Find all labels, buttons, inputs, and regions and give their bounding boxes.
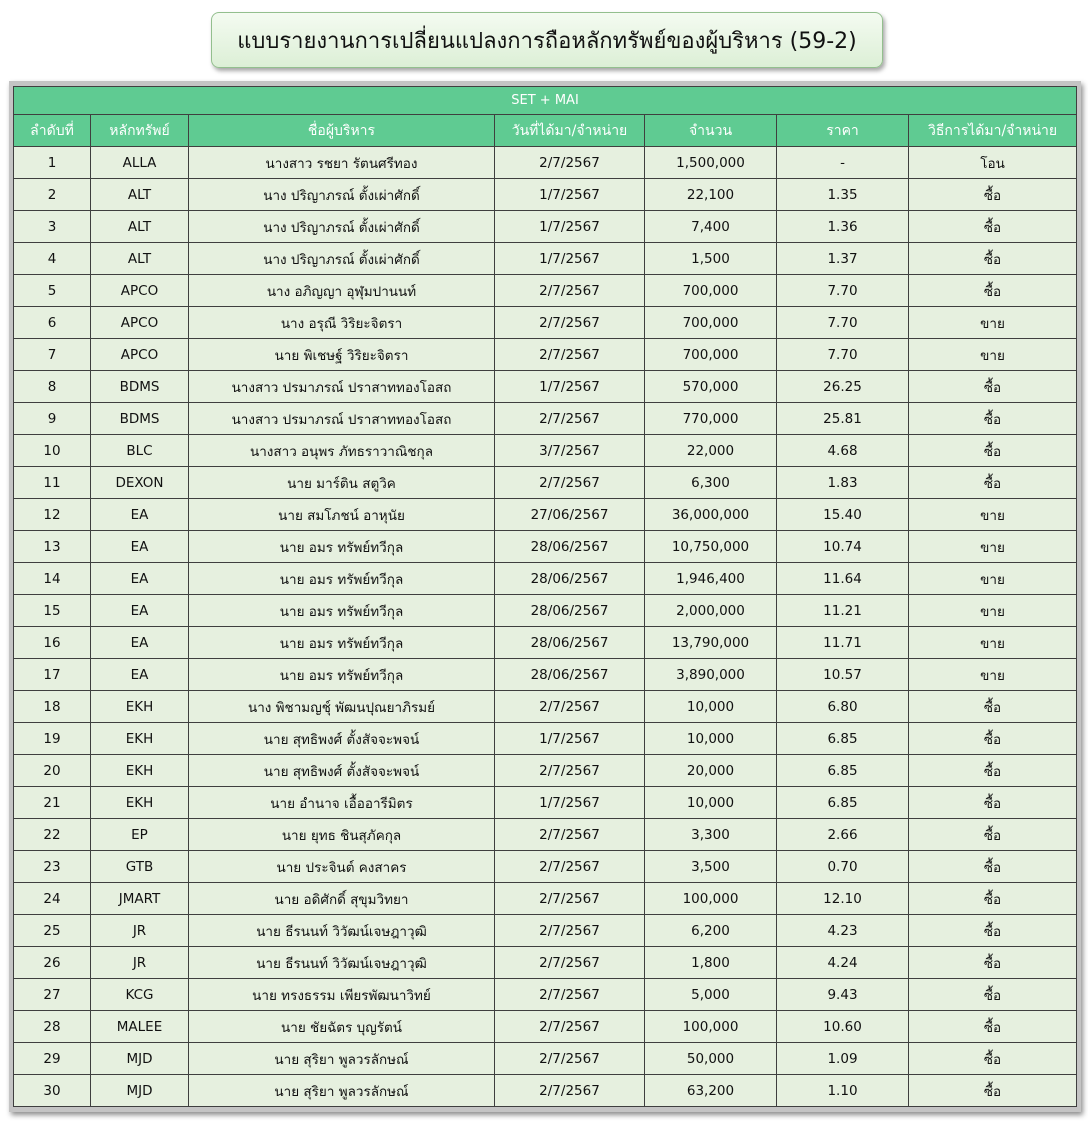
executive-name-cell: นาง อรุณี วิริยะจิตรา xyxy=(189,307,495,339)
volume-cell: 22,100 xyxy=(645,179,777,211)
volume-cell: 1,500 xyxy=(645,243,777,275)
col-header-volume: จำนวน xyxy=(645,115,777,147)
volume-cell: 36,000,000 xyxy=(645,499,777,531)
executive-name-cell: นาย มาร์ติน สตูวิค xyxy=(189,467,495,499)
col-header-seq: ลำดับที่ xyxy=(14,115,91,147)
method-cell: ซื้อ xyxy=(909,243,1077,275)
executive-name-cell: นางสาว รชยา รัตนศรีทอง xyxy=(189,147,495,179)
date-cell: 1/7/2567 xyxy=(495,243,645,275)
volume-cell: 700,000 xyxy=(645,307,777,339)
method-cell: ซื้อ xyxy=(909,179,1077,211)
symbol-cell: ALLA xyxy=(91,147,189,179)
executive-name-cell: นาย ยุทธ ชินสุภัคกุล xyxy=(189,819,495,851)
table-body xyxy=(14,147,1077,1107)
executive-name-cell: นาย อมร ทรัพย์ทวีกุล xyxy=(189,531,495,563)
seq-cell: 3 xyxy=(14,211,91,243)
seq-cell: 14 xyxy=(14,563,91,595)
method-cell: ซื้อ xyxy=(909,403,1077,435)
executive-name-cell: นาย พิเชษฐ์ วิริยะจิตรา xyxy=(189,339,495,371)
col-header-price: ราคา xyxy=(777,115,909,147)
method-cell: ขาย xyxy=(909,563,1077,595)
seq-cell: 17 xyxy=(14,659,91,691)
symbol-cell: EA xyxy=(91,595,189,627)
price-cell: 2.66 xyxy=(777,819,909,851)
table-row xyxy=(14,1011,1077,1043)
date-cell: 2/7/2567 xyxy=(495,1011,645,1043)
seq-cell: 26 xyxy=(14,947,91,979)
executive-name-cell: นาย อำนาจ เอื้ออารีมิตร xyxy=(189,787,495,819)
volume-cell: 3,890,000 xyxy=(645,659,777,691)
table-row xyxy=(14,915,1077,947)
executive-name-cell: นาย ชัยฉัตร บุญรัตน์ xyxy=(189,1011,495,1043)
date-cell: 2/7/2567 xyxy=(495,1043,645,1075)
method-cell: ขาย xyxy=(909,627,1077,659)
seq-cell: 7 xyxy=(14,339,91,371)
symbol-cell: JR xyxy=(91,947,189,979)
seq-cell: 2 xyxy=(14,179,91,211)
method-cell: ขาย xyxy=(909,339,1077,371)
date-cell: 27/06/2567 xyxy=(495,499,645,531)
executive-name-cell: นาย สุริยา พูลวรลักษณ์ xyxy=(189,1075,495,1107)
method-cell: ขาย xyxy=(909,659,1077,691)
executive-name-cell: นาย สุริยา พูลวรลักษณ์ xyxy=(189,1043,495,1075)
method-cell: ซื้อ xyxy=(909,1043,1077,1075)
price-cell: 26.25 xyxy=(777,371,909,403)
seq-cell: 23 xyxy=(14,851,91,883)
seq-cell: 15 xyxy=(14,595,91,627)
price-cell: 1.09 xyxy=(777,1043,909,1075)
seq-cell: 16 xyxy=(14,627,91,659)
table-row xyxy=(14,147,1077,179)
symbol-cell: EP xyxy=(91,819,189,851)
executive-name-cell: นาย สมโภชน์ อาหุนัย xyxy=(189,499,495,531)
method-cell: ซื้อ xyxy=(909,851,1077,883)
date-cell: 2/7/2567 xyxy=(495,339,645,371)
date-cell: 28/06/2567 xyxy=(495,595,645,627)
price-cell: 6.80 xyxy=(777,691,909,723)
method-cell: ซื้อ xyxy=(909,1075,1077,1107)
method-cell: ซื้อ xyxy=(909,883,1077,915)
method-cell: ซื้อ xyxy=(909,915,1077,947)
symbol-cell: MJD xyxy=(91,1043,189,1075)
date-cell: 2/7/2567 xyxy=(495,851,645,883)
volume-cell: 3,500 xyxy=(645,851,777,883)
table-row xyxy=(14,723,1077,755)
price-cell: 1.83 xyxy=(777,467,909,499)
date-cell: 3/7/2567 xyxy=(495,435,645,467)
table-row xyxy=(14,883,1077,915)
volume-cell: 1,500,000 xyxy=(645,147,777,179)
executive-name-cell: นาย อมร ทรัพย์ทวีกุล xyxy=(189,595,495,627)
table-row xyxy=(14,499,1077,531)
seq-cell: 13 xyxy=(14,531,91,563)
price-cell: 10.60 xyxy=(777,1011,909,1043)
price-cell: 10.57 xyxy=(777,659,909,691)
executive-name-cell: นาง พิชามญชุ์ พัฒนปุณยาภิรมย์ xyxy=(189,691,495,723)
report-title: แบบรายงานการเปลี่ยนแปลงการถือหลักทรัพย์ของผู้บริหาร (59-2) xyxy=(211,12,883,68)
volume-cell: 7,400 xyxy=(645,211,777,243)
method-cell: ซื้อ xyxy=(909,691,1077,723)
price-cell: 6.85 xyxy=(777,723,909,755)
price-cell: 25.81 xyxy=(777,403,909,435)
symbol-cell: EA xyxy=(91,563,189,595)
date-cell: 2/7/2567 xyxy=(495,403,645,435)
symbol-cell: EA xyxy=(91,531,189,563)
volume-cell: 1,800 xyxy=(645,947,777,979)
insider-trading-table xyxy=(13,86,1077,1107)
table-row xyxy=(14,659,1077,691)
price-cell: 9.43 xyxy=(777,979,909,1011)
symbol-cell: EKH xyxy=(91,723,189,755)
method-cell: ขาย xyxy=(909,595,1077,627)
col-header-date: วันที่ได้มา/จำหน่าย xyxy=(495,115,645,147)
volume-cell: 10,000 xyxy=(645,787,777,819)
executive-name-cell: นาย อมร ทรัพย์ทวีกุล xyxy=(189,659,495,691)
executive-name-cell: นาย สุทธิพงศ์ ตั้งสัจจะพจน์ xyxy=(189,723,495,755)
method-cell: ขาย xyxy=(909,499,1077,531)
symbol-cell: ALT xyxy=(91,211,189,243)
date-cell: 28/06/2567 xyxy=(495,563,645,595)
method-cell: ขาย xyxy=(909,307,1077,339)
volume-cell: 13,790,000 xyxy=(645,627,777,659)
date-cell: 1/7/2567 xyxy=(495,371,645,403)
table-row xyxy=(14,435,1077,467)
seq-cell: 5 xyxy=(14,275,91,307)
seq-cell: 20 xyxy=(14,755,91,787)
seq-cell: 27 xyxy=(14,979,91,1011)
date-cell: 28/06/2567 xyxy=(495,627,645,659)
col-header-executive: ชื่อผู้บริหาร xyxy=(189,115,495,147)
executive-name-cell: นาย ธีรนนท์ วิวัฒน์เจษฎาวุฒิ xyxy=(189,915,495,947)
volume-cell: 10,000 xyxy=(645,691,777,723)
seq-cell: 4 xyxy=(14,243,91,275)
volume-cell: 22,000 xyxy=(645,435,777,467)
date-cell: 2/7/2567 xyxy=(495,691,645,723)
table-row xyxy=(14,563,1077,595)
date-cell: 28/06/2567 xyxy=(495,659,645,691)
seq-cell: 19 xyxy=(14,723,91,755)
price-cell: 6.85 xyxy=(777,755,909,787)
symbol-cell: MALEE xyxy=(91,1011,189,1043)
seq-cell: 10 xyxy=(14,435,91,467)
volume-cell: 10,750,000 xyxy=(645,531,777,563)
method-cell: ซื้อ xyxy=(909,819,1077,851)
seq-cell: 1 xyxy=(14,147,91,179)
price-cell: 7.70 xyxy=(777,275,909,307)
method-cell: ซื้อ xyxy=(909,275,1077,307)
date-cell: 28/06/2567 xyxy=(495,531,645,563)
volume-cell: 100,000 xyxy=(645,1011,777,1043)
executive-name-cell: นางสาว ปรมาภรณ์ ปราสาททองโอสถ xyxy=(189,371,495,403)
table-row xyxy=(14,403,1077,435)
volume-cell: 20,000 xyxy=(645,755,777,787)
symbol-cell: JR xyxy=(91,915,189,947)
executive-name-cell: นาย สุทธิพงศ์ ตั้งสัจจะพจน์ xyxy=(189,755,495,787)
price-cell: - xyxy=(777,147,909,179)
symbol-cell: EA xyxy=(91,499,189,531)
price-cell: 4.68 xyxy=(777,435,909,467)
table-row xyxy=(14,691,1077,723)
date-cell: 2/7/2567 xyxy=(495,147,645,179)
price-cell: 15.40 xyxy=(777,499,909,531)
seq-cell: 30 xyxy=(14,1075,91,1107)
seq-cell: 21 xyxy=(14,787,91,819)
method-cell: ซื้อ xyxy=(909,979,1077,1011)
date-cell: 1/7/2567 xyxy=(495,179,645,211)
col-header-method: วิธีการได้มา/จำหน่าย xyxy=(909,115,1077,147)
price-cell: 7.70 xyxy=(777,339,909,371)
method-cell: ซื้อ xyxy=(909,723,1077,755)
price-cell: 10.74 xyxy=(777,531,909,563)
date-cell: 2/7/2567 xyxy=(495,275,645,307)
executive-name-cell: นาง ปริญาภรณ์ ตั้งเผ่าศักดิ์ xyxy=(189,179,495,211)
executive-name-cell: นาง ปริญาภรณ์ ตั้งเผ่าศักดิ์ xyxy=(189,211,495,243)
price-cell: 11.71 xyxy=(777,627,909,659)
seq-cell: 9 xyxy=(14,403,91,435)
executive-name-cell: นาย ธีรนนท์ วิวัฒน์เจษฎาวุฒิ xyxy=(189,947,495,979)
volume-cell: 700,000 xyxy=(645,275,777,307)
symbol-cell: EKH xyxy=(91,787,189,819)
symbol-cell: BDMS xyxy=(91,403,189,435)
volume-cell: 6,200 xyxy=(645,915,777,947)
table-row xyxy=(14,467,1077,499)
seq-cell: 25 xyxy=(14,915,91,947)
symbol-cell: JMART xyxy=(91,883,189,915)
seq-cell: 24 xyxy=(14,883,91,915)
method-cell: ซื้อ xyxy=(909,755,1077,787)
seq-cell: 12 xyxy=(14,499,91,531)
col-header-symbol: หลักทรัพย์ xyxy=(91,115,189,147)
table-row xyxy=(14,755,1077,787)
executive-name-cell: นาย อมร ทรัพย์ทวีกุล xyxy=(189,563,495,595)
symbol-cell: APCO xyxy=(91,307,189,339)
table-row xyxy=(14,339,1077,371)
symbol-cell: APCO xyxy=(91,275,189,307)
price-cell: 1.36 xyxy=(777,211,909,243)
symbol-cell: MJD xyxy=(91,1075,189,1107)
volume-cell: 2,000,000 xyxy=(645,595,777,627)
price-cell: 6.85 xyxy=(777,787,909,819)
executive-name-cell: นาย ประจินต์ คงสาคร xyxy=(189,851,495,883)
table-row xyxy=(14,371,1077,403)
symbol-cell: ALT xyxy=(91,179,189,211)
symbol-cell: KCG xyxy=(91,979,189,1011)
date-cell: 2/7/2567 xyxy=(495,947,645,979)
method-cell: ซื้อ xyxy=(909,1011,1077,1043)
table-row xyxy=(14,307,1077,339)
date-cell: 1/7/2567 xyxy=(495,211,645,243)
volume-cell: 100,000 xyxy=(645,883,777,915)
table-row xyxy=(14,243,1077,275)
price-cell: 12.10 xyxy=(777,883,909,915)
table-row xyxy=(14,1075,1077,1107)
executive-name-cell: นาง อภิญญา อุฬุมปานนท์ xyxy=(189,275,495,307)
price-cell: 11.21 xyxy=(777,595,909,627)
seq-cell: 8 xyxy=(14,371,91,403)
table-row xyxy=(14,627,1077,659)
table-row xyxy=(14,851,1077,883)
date-cell: 2/7/2567 xyxy=(495,979,645,1011)
table-row xyxy=(14,179,1077,211)
date-cell: 1/7/2567 xyxy=(495,723,645,755)
symbol-cell: DEXON xyxy=(91,467,189,499)
price-cell: 7.70 xyxy=(777,307,909,339)
method-cell: ซื้อ xyxy=(909,211,1077,243)
volume-cell: 63,200 xyxy=(645,1075,777,1107)
executive-name-cell: นาง ปริญาภรณ์ ตั้งเผ่าศักดิ์ xyxy=(189,243,495,275)
date-cell: 2/7/2567 xyxy=(495,467,645,499)
volume-cell: 5,000 xyxy=(645,979,777,1011)
table-row xyxy=(14,275,1077,307)
symbol-cell: ALT xyxy=(91,243,189,275)
table-row xyxy=(14,787,1077,819)
volume-cell: 1,946,400 xyxy=(645,563,777,595)
volume-cell: 3,300 xyxy=(645,819,777,851)
symbol-cell: GTB xyxy=(91,851,189,883)
price-cell: 0.70 xyxy=(777,851,909,883)
date-cell: 2/7/2567 xyxy=(495,915,645,947)
table-row xyxy=(14,211,1077,243)
seq-cell: 6 xyxy=(14,307,91,339)
volume-cell: 570,000 xyxy=(645,371,777,403)
table-row xyxy=(14,947,1077,979)
table-row xyxy=(14,595,1077,627)
volume-cell: 700,000 xyxy=(645,339,777,371)
seq-cell: 22 xyxy=(14,819,91,851)
volume-cell: 770,000 xyxy=(645,403,777,435)
executive-name-cell: นาย ทรงธรรม เพียรพัฒนาวิทย์ xyxy=(189,979,495,1011)
symbol-cell: EA xyxy=(91,627,189,659)
date-cell: 2/7/2567 xyxy=(495,1075,645,1107)
method-cell: ซื้อ xyxy=(909,467,1077,499)
date-cell: 2/7/2567 xyxy=(495,883,645,915)
method-cell: ขาย xyxy=(909,531,1077,563)
table-row xyxy=(14,819,1077,851)
volume-cell: 10,000 xyxy=(645,723,777,755)
table-row xyxy=(14,979,1077,1011)
price-cell: 11.64 xyxy=(777,563,909,595)
symbol-cell: BDMS xyxy=(91,371,189,403)
table-row xyxy=(14,531,1077,563)
price-cell: 1.37 xyxy=(777,243,909,275)
method-cell: ซื้อ xyxy=(909,371,1077,403)
seq-cell: 28 xyxy=(14,1011,91,1043)
method-cell: ซื้อ xyxy=(909,947,1077,979)
price-cell: 4.23 xyxy=(777,915,909,947)
price-cell: 1.10 xyxy=(777,1075,909,1107)
executive-name-cell: นางสาว อนุพร ภัทธราวาณิชกุล xyxy=(189,435,495,467)
seq-cell: 18 xyxy=(14,691,91,723)
method-cell: โอน xyxy=(909,147,1077,179)
symbol-cell: EA xyxy=(91,659,189,691)
price-cell: 4.24 xyxy=(777,947,909,979)
date-cell: 2/7/2567 xyxy=(495,307,645,339)
table-row xyxy=(14,1043,1077,1075)
executive-name-cell: นาย อมร ทรัพย์ทวีกุล xyxy=(189,627,495,659)
volume-cell: 6,300 xyxy=(645,467,777,499)
price-cell: 1.35 xyxy=(777,179,909,211)
seq-cell: 11 xyxy=(14,467,91,499)
volume-cell: 50,000 xyxy=(645,1043,777,1075)
symbol-cell: APCO xyxy=(91,339,189,371)
symbol-cell: EKH xyxy=(91,755,189,787)
seq-cell: 29 xyxy=(14,1043,91,1075)
date-cell: 2/7/2567 xyxy=(495,755,645,787)
date-cell: 1/7/2567 xyxy=(495,787,645,819)
executive-name-cell: นางสาว ปรมาภรณ์ ปราสาททองโอสถ xyxy=(189,403,495,435)
symbol-cell: BLC xyxy=(91,435,189,467)
method-cell: ซื้อ xyxy=(909,435,1077,467)
method-cell: ซื้อ xyxy=(909,787,1077,819)
symbol-cell: EKH xyxy=(91,691,189,723)
market-band: SET + MAI xyxy=(14,87,1077,115)
executive-name-cell: นาย อดิศักดิ์ สุขุมวิทยา xyxy=(189,883,495,915)
date-cell: 2/7/2567 xyxy=(495,819,645,851)
